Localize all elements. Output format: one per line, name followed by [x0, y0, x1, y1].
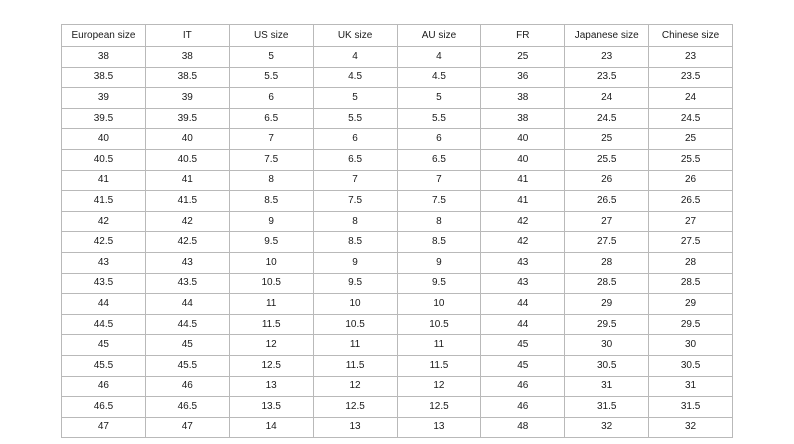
table-cell: 10: [229, 252, 313, 273]
table-cell: 27: [649, 211, 733, 232]
table-cell: 42.5: [62, 232, 146, 253]
table-cell: 42: [145, 211, 229, 232]
table-cell: 39: [62, 88, 146, 109]
column-header: Japanese size: [565, 25, 649, 47]
table-cell: 42: [62, 211, 146, 232]
table-row: [62, 232, 733, 253]
table-cell: 30.5: [649, 355, 733, 376]
table-cell: 40: [481, 149, 565, 170]
table-cell: 24: [649, 88, 733, 109]
table-row: [62, 355, 733, 376]
table-header-row: [62, 25, 733, 47]
table-cell: 11.5: [397, 355, 481, 376]
table-cell: 39.5: [62, 108, 146, 129]
table-cell: 46: [62, 376, 146, 397]
table-row: [62, 67, 733, 88]
table-cell: 43: [62, 252, 146, 273]
table-cell: 5.5: [313, 108, 397, 129]
table-cell: 6.5: [397, 149, 481, 170]
table-cell: 28.5: [565, 273, 649, 294]
table-cell: 26: [565, 170, 649, 191]
table-cell: 7.5: [229, 149, 313, 170]
table-cell: 6: [397, 129, 481, 150]
table-cell: 44: [481, 294, 565, 315]
table-cell: 11.5: [313, 355, 397, 376]
table-cell: 25.5: [565, 149, 649, 170]
table-cell: 9: [313, 252, 397, 273]
table-cell: 25: [481, 47, 565, 68]
table-cell: 46.5: [62, 397, 146, 418]
table-row: [62, 397, 733, 418]
table-cell: 45: [481, 355, 565, 376]
table-cell: 46: [481, 397, 565, 418]
table-cell: 28: [565, 252, 649, 273]
table-cell: 26: [649, 170, 733, 191]
table-cell: 40: [62, 129, 146, 150]
table-cell: 30.5: [565, 355, 649, 376]
table-cell: 30: [649, 335, 733, 356]
table-cell: 44: [62, 294, 146, 315]
table-cell: 40.5: [62, 149, 146, 170]
table-cell: 5.5: [229, 67, 313, 88]
table-row: [62, 252, 733, 273]
table-cell: 41: [62, 170, 146, 191]
table-cell: 28.5: [649, 273, 733, 294]
table-cell: 31: [565, 376, 649, 397]
table-cell: 12.5: [397, 397, 481, 418]
size-conversion-table: [61, 24, 733, 438]
table-row: [62, 314, 733, 335]
table-cell: 12: [397, 376, 481, 397]
table-row: [62, 47, 733, 68]
table-cell: 27: [565, 211, 649, 232]
table-row: [62, 376, 733, 397]
table-cell: 23: [565, 47, 649, 68]
table-body: [62, 47, 733, 438]
table-cell: 40: [481, 129, 565, 150]
table-cell: 43: [481, 273, 565, 294]
table-cell: 32: [649, 417, 733, 438]
table-cell: 12: [313, 376, 397, 397]
table-cell: 38: [62, 47, 146, 68]
table-cell: 6.5: [229, 108, 313, 129]
table-cell: 11: [313, 335, 397, 356]
table-cell: 13: [229, 376, 313, 397]
table-row: [62, 191, 733, 212]
table-cell: 5: [397, 88, 481, 109]
table-row: [62, 129, 733, 150]
table-cell: 6.5: [313, 149, 397, 170]
table-cell: 26.5: [649, 191, 733, 212]
table-cell: 43: [145, 252, 229, 273]
table-cell: 8.5: [397, 232, 481, 253]
table-cell: 32: [565, 417, 649, 438]
table-cell: 5: [229, 47, 313, 68]
table-cell: 45: [62, 335, 146, 356]
table-cell: 31: [649, 376, 733, 397]
table-cell: 29.5: [565, 314, 649, 335]
table-cell: 8: [229, 170, 313, 191]
table-cell: 9: [229, 211, 313, 232]
table-cell: 28: [649, 252, 733, 273]
table-cell: 27.5: [649, 232, 733, 253]
table-cell: 7.5: [397, 191, 481, 212]
table-cell: 45.5: [62, 355, 146, 376]
table-cell: 45.5: [145, 355, 229, 376]
table-cell: 38: [145, 47, 229, 68]
table-cell: 43.5: [62, 273, 146, 294]
table-cell: 5.5: [397, 108, 481, 129]
table-cell: 10: [313, 294, 397, 315]
table-cell: 31.5: [565, 397, 649, 418]
table-cell: 6: [229, 88, 313, 109]
table-cell: 30: [565, 335, 649, 356]
table-row: [62, 294, 733, 315]
table-cell: 45: [481, 335, 565, 356]
table-cell: 11.5: [229, 314, 313, 335]
column-header: European size: [62, 25, 146, 47]
column-header: US size: [229, 25, 313, 47]
table-cell: 42: [481, 211, 565, 232]
table-cell: 41.5: [145, 191, 229, 212]
table-cell: 47: [62, 417, 146, 438]
table-cell: 44.5: [145, 314, 229, 335]
table-cell: 38.5: [62, 67, 146, 88]
table-cell: 12.5: [313, 397, 397, 418]
table-cell: 27.5: [565, 232, 649, 253]
table-row: [62, 335, 733, 356]
table-cell: 41: [481, 191, 565, 212]
column-header: UK size: [313, 25, 397, 47]
table-cell: 42: [481, 232, 565, 253]
table-cell: 31.5: [649, 397, 733, 418]
table-cell: 23.5: [649, 67, 733, 88]
table-cell: 38: [481, 108, 565, 129]
table-cell: 40.5: [145, 149, 229, 170]
table-cell: 9: [397, 252, 481, 273]
table-cell: 46: [481, 376, 565, 397]
table-cell: 43: [481, 252, 565, 273]
table-cell: 11: [229, 294, 313, 315]
table-cell: 4: [313, 47, 397, 68]
table-cell: 46: [145, 376, 229, 397]
table-cell: 39: [145, 88, 229, 109]
table-cell: 45: [145, 335, 229, 356]
table-cell: 23: [649, 47, 733, 68]
table-cell: 14: [229, 417, 313, 438]
table-cell: 13: [397, 417, 481, 438]
table-header: [62, 25, 733, 47]
table-cell: 24: [565, 88, 649, 109]
column-header: Chinese size: [649, 25, 733, 47]
table-cell: 44: [145, 294, 229, 315]
size-conversion-table-container: [61, 24, 733, 438]
table-cell: 13.5: [229, 397, 313, 418]
table-cell: 25: [649, 129, 733, 150]
table-row: [62, 417, 733, 438]
table-cell: 12.5: [229, 355, 313, 376]
table-cell: 8: [313, 211, 397, 232]
table-cell: 46.5: [145, 397, 229, 418]
table-cell: 29: [565, 294, 649, 315]
table-cell: 5: [313, 88, 397, 109]
table-cell: 7.5: [313, 191, 397, 212]
table-cell: 4: [397, 47, 481, 68]
table-cell: 10: [397, 294, 481, 315]
table-cell: 23.5: [565, 67, 649, 88]
table-cell: 39.5: [145, 108, 229, 129]
table-cell: 9.5: [313, 273, 397, 294]
table-row: [62, 149, 733, 170]
table-cell: 42.5: [145, 232, 229, 253]
table-cell: 41: [481, 170, 565, 191]
table-cell: 38: [481, 88, 565, 109]
table-cell: 4.5: [313, 67, 397, 88]
table-row: [62, 88, 733, 109]
table-cell: 9.5: [397, 273, 481, 294]
table-cell: 8.5: [313, 232, 397, 253]
table-cell: 41: [145, 170, 229, 191]
table-cell: 7: [397, 170, 481, 191]
table-cell: 44: [481, 314, 565, 335]
table-cell: 7: [229, 129, 313, 150]
column-header: IT: [145, 25, 229, 47]
column-header: FR: [481, 25, 565, 47]
table-cell: 29.5: [649, 314, 733, 335]
table-cell: 11: [397, 335, 481, 356]
table-cell: 7: [313, 170, 397, 191]
table-row: [62, 170, 733, 191]
table-cell: 8: [397, 211, 481, 232]
column-header: AU size: [397, 25, 481, 47]
table-cell: 44.5: [62, 314, 146, 335]
table-cell: 41.5: [62, 191, 146, 212]
table-row: [62, 211, 733, 232]
table-cell: 25.5: [649, 149, 733, 170]
table-cell: 25: [565, 129, 649, 150]
table-cell: 24.5: [565, 108, 649, 129]
table-cell: 13: [313, 417, 397, 438]
table-cell: 9.5: [229, 232, 313, 253]
table-cell: 10.5: [397, 314, 481, 335]
table-cell: 38.5: [145, 67, 229, 88]
table-cell: 6: [313, 129, 397, 150]
table-cell: 36: [481, 67, 565, 88]
table-cell: 43.5: [145, 273, 229, 294]
table-row: [62, 108, 733, 129]
table-cell: 4.5: [397, 67, 481, 88]
table-cell: 47: [145, 417, 229, 438]
table-row: [62, 273, 733, 294]
table-cell: 26.5: [565, 191, 649, 212]
table-cell: 40: [145, 129, 229, 150]
table-cell: 29: [649, 294, 733, 315]
table-cell: 10.5: [229, 273, 313, 294]
table-cell: 8.5: [229, 191, 313, 212]
table-cell: 24.5: [649, 108, 733, 129]
table-cell: 48: [481, 417, 565, 438]
table-cell: 10.5: [313, 314, 397, 335]
table-cell: 12: [229, 335, 313, 356]
